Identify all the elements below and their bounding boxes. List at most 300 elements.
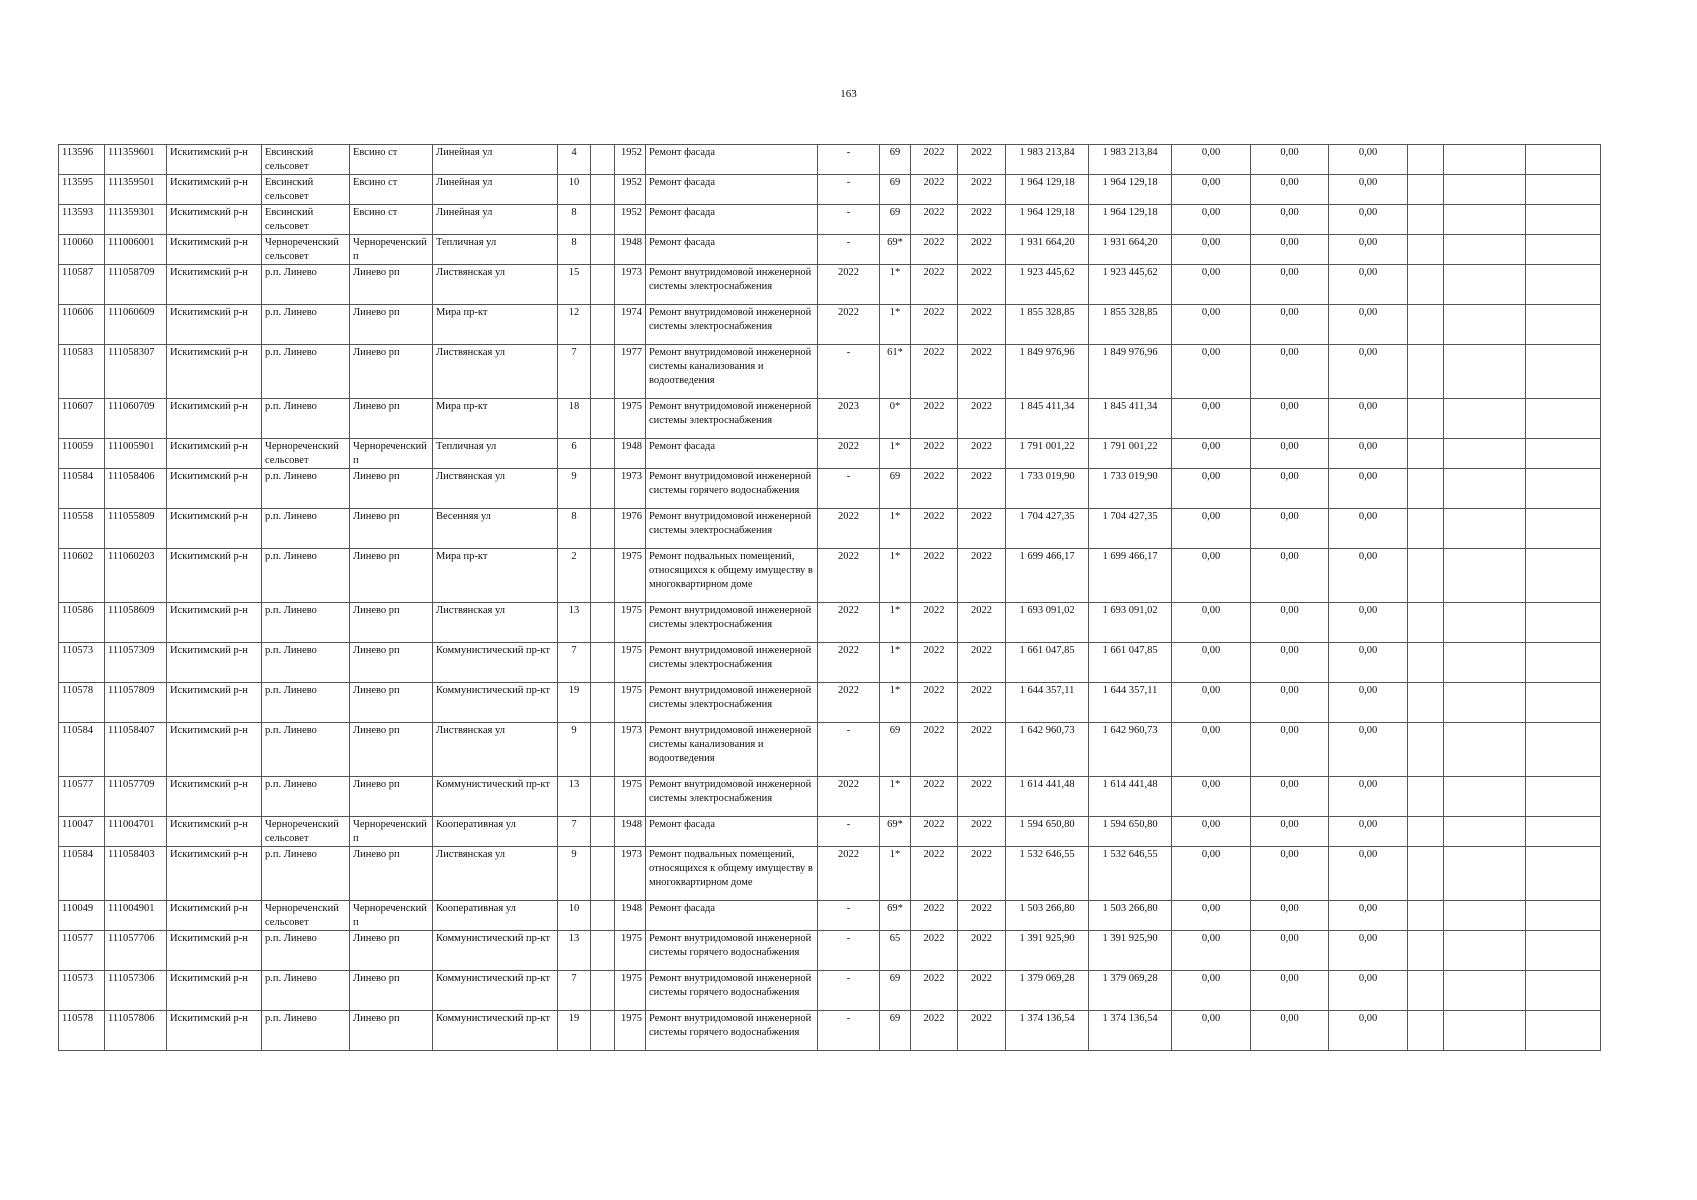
table-cell-col17: 0,00: [1172, 683, 1251, 723]
table-cell-col1: 113596: [59, 145, 105, 175]
table-cell-col11: 2022: [818, 777, 880, 817]
table-cell-col13: 2022: [911, 683, 958, 723]
table-cell-col18: 0,00: [1251, 643, 1329, 683]
table-cell-col5: Линево рп: [350, 723, 433, 777]
table-cell-col13: 2022: [911, 205, 958, 235]
table-row: [59, 777, 1601, 817]
table-row: [59, 305, 1601, 345]
table-cell-col19: 0,00: [1329, 901, 1408, 931]
table-cell-col17: 0,00: [1172, 469, 1251, 509]
table-cell-col12: 1*: [880, 509, 911, 549]
table-cell-col15: 1 733 019,90: [1006, 469, 1089, 509]
table-cell-col6: Линейная ул: [433, 205, 558, 235]
table-cell-col22: [1526, 817, 1601, 847]
table-cell-col6: Тепличная ул: [433, 439, 558, 469]
table-cell-col19: 0,00: [1329, 847, 1408, 901]
table-cell-col21: [1444, 603, 1526, 643]
table-cell-col17: 0,00: [1172, 1011, 1251, 1051]
table-row: [59, 603, 1601, 643]
table-cell-col16: 1 855 328,85: [1089, 305, 1172, 345]
table-cell-col14: 2022: [958, 683, 1006, 723]
table-cell-col11: 2022: [818, 265, 880, 305]
table-cell-col1: 110573: [59, 643, 105, 683]
table-cell-col4: Евсинский сельсовет: [262, 175, 350, 205]
table-cell-col5: Линево рп: [350, 509, 433, 549]
table-cell-col10: Ремонт внутридомовой инженерной системы электроснабжения: [646, 509, 818, 549]
table-cell-col17: 0,00: [1172, 439, 1251, 469]
table-cell-col16: 1 791 001,22: [1089, 439, 1172, 469]
table-cell-col2: 111058403: [105, 847, 167, 901]
table-cell-col7: 9: [558, 723, 591, 777]
table-cell-col10: Ремонт внутридомовой инженерной системы электроснабжения: [646, 643, 818, 683]
table-cell-col4: р.п. Линево: [262, 1011, 350, 1051]
table-cell-col4: р.п. Линево: [262, 345, 350, 399]
table-row: [59, 817, 1601, 847]
table-cell-col1: 113595: [59, 175, 105, 205]
table-cell-col5: Линево рп: [350, 345, 433, 399]
table-cell-col2: 111057309: [105, 643, 167, 683]
table-cell-col7: 13: [558, 931, 591, 971]
table-cell-col22: [1526, 643, 1601, 683]
table-cell-col18: 0,00: [1251, 549, 1329, 603]
table-cell-col13: 2022: [911, 971, 958, 1011]
table-cell-col20: [1408, 205, 1444, 235]
table-cell-col6: Коммунистический пр-кт: [433, 683, 558, 723]
table-cell-col12: 69: [880, 205, 911, 235]
table-cell-col7: 7: [558, 643, 591, 683]
table-cell-col6: Листвянская ул: [433, 603, 558, 643]
table-cell-col10: Ремонт внутридомовой инженерной системы электроснабжения: [646, 603, 818, 643]
table-cell-col12: 1*: [880, 603, 911, 643]
table-cell-col19: 0,00: [1329, 683, 1408, 723]
table-cell-col4: р.п. Линево: [262, 399, 350, 439]
table-cell-col7: 15: [558, 265, 591, 305]
table-cell-col3: Искитимский р-н: [167, 603, 262, 643]
table-cell-col8: [591, 509, 615, 549]
table-cell-col14: 2022: [958, 817, 1006, 847]
table-cell-col11: -: [818, 469, 880, 509]
table-cell-col2: 111060609: [105, 305, 167, 345]
table-cell-col8: [591, 931, 615, 971]
table-cell-col13: 2022: [911, 145, 958, 175]
table-cell-col15: 1 931 664,20: [1006, 235, 1089, 265]
table-cell-col3: Искитимский р-н: [167, 847, 262, 901]
table-cell-col8: [591, 265, 615, 305]
table-cell-col7: 8: [558, 205, 591, 235]
table-cell-col22: [1526, 175, 1601, 205]
table-cell-col21: [1444, 439, 1526, 469]
table-cell-col9: 1974: [615, 305, 646, 345]
table-cell-col19: 0,00: [1329, 1011, 1408, 1051]
table-cell-col7: 13: [558, 777, 591, 817]
table-cell-col16: 1 693 091,02: [1089, 603, 1172, 643]
table-row: [59, 145, 1601, 175]
table-cell-col6: Весенняя ул: [433, 509, 558, 549]
table-cell-col3: Искитимский р-н: [167, 265, 262, 305]
table-cell-col16: 1 733 019,90: [1089, 469, 1172, 509]
table-cell-col7: 8: [558, 509, 591, 549]
table-cell-col16: 1 983 213,84: [1089, 145, 1172, 175]
table-cell-col9: 1948: [615, 439, 646, 469]
table-cell-col16: 1 379 069,28: [1089, 971, 1172, 1011]
table-cell-col7: 10: [558, 175, 591, 205]
table-cell-col2: 111004701: [105, 817, 167, 847]
table-cell-col16: 1 923 445,62: [1089, 265, 1172, 305]
table-cell-col19: 0,00: [1329, 265, 1408, 305]
table-cell-col8: [591, 345, 615, 399]
table-cell-col21: [1444, 235, 1526, 265]
table-cell-col15: 1 614 441,48: [1006, 777, 1089, 817]
table-cell-col5: Евсино ст: [350, 205, 433, 235]
table-cell-col18: 0,00: [1251, 847, 1329, 901]
table-cell-col7: 7: [558, 345, 591, 399]
table-cell-col18: 0,00: [1251, 509, 1329, 549]
table-cell-col21: [1444, 305, 1526, 345]
table-cell-col3: Искитимский р-н: [167, 901, 262, 931]
table-cell-col6: Мира пр-кт: [433, 399, 558, 439]
table-cell-col21: [1444, 817, 1526, 847]
table-cell-col4: р.п. Линево: [262, 777, 350, 817]
table-cell-col2: 111057706: [105, 931, 167, 971]
table-cell-col6: Мира пр-кт: [433, 549, 558, 603]
table-cell-col21: [1444, 549, 1526, 603]
table-cell-col7: 10: [558, 901, 591, 931]
table-cell-col7: 13: [558, 603, 591, 643]
table-cell-col13: 2022: [911, 777, 958, 817]
table-cell-col4: Чернореченский сельсовет: [262, 817, 350, 847]
table-cell-col16: 1 503 266,80: [1089, 901, 1172, 931]
table-cell-col15: 1 983 213,84: [1006, 145, 1089, 175]
table-cell-col9: 1973: [615, 469, 646, 509]
table-cell-col7: 2: [558, 549, 591, 603]
table-row: [59, 399, 1601, 439]
table-cell-col12: 69: [880, 723, 911, 777]
table-cell-col10: Ремонт внутридомовой инженерной системы горячего водоснабжения: [646, 971, 818, 1011]
table-cell-col10: Ремонт фасада: [646, 205, 818, 235]
table-row: [59, 971, 1601, 1011]
table-cell-col10: Ремонт внутридомовой инженерной системы электроснабжения: [646, 683, 818, 723]
table-cell-col13: 2022: [911, 399, 958, 439]
table-cell-col14: 2022: [958, 235, 1006, 265]
table-cell-col5: Линево рп: [350, 1011, 433, 1051]
table-cell-col17: 0,00: [1172, 549, 1251, 603]
table-cell-col8: [591, 971, 615, 1011]
table-cell-col17: 0,00: [1172, 603, 1251, 643]
table-cell-col12: 69: [880, 971, 911, 1011]
table-cell-col6: Листвянская ул: [433, 469, 558, 509]
table-cell-col13: 2022: [911, 345, 958, 399]
table-cell-col11: 2022: [818, 683, 880, 723]
table-cell-col13: 2022: [911, 265, 958, 305]
table-cell-col5: Линево рп: [350, 399, 433, 439]
table-cell-col20: [1408, 971, 1444, 1011]
table-cell-col5: Чернореченский п: [350, 901, 433, 931]
table-cell-col20: [1408, 345, 1444, 399]
table-cell-col17: 0,00: [1172, 205, 1251, 235]
table-cell-col1: 110607: [59, 399, 105, 439]
table-cell-col12: 1*: [880, 777, 911, 817]
table-cell-col8: [591, 643, 615, 683]
table-cell-col18: 0,00: [1251, 439, 1329, 469]
table-cell-col9: 1975: [615, 549, 646, 603]
table-cell-col19: 0,00: [1329, 399, 1408, 439]
table-cell-col20: [1408, 1011, 1444, 1051]
table-cell-col18: 0,00: [1251, 777, 1329, 817]
table-cell-col10: Ремонт внутридомовой инженерной системы канализования и водоотведения: [646, 345, 818, 399]
table-cell-col4: р.п. Линево: [262, 549, 350, 603]
table-cell-col9: 1977: [615, 345, 646, 399]
table-cell-col2: 111359501: [105, 175, 167, 205]
table-cell-col3: Искитимский р-н: [167, 931, 262, 971]
table-cell-col11: -: [818, 931, 880, 971]
table-cell-col3: Искитимский р-н: [167, 235, 262, 265]
table-cell-col17: 0,00: [1172, 509, 1251, 549]
table-cell-col3: Искитимский р-н: [167, 145, 262, 175]
table-cell-col20: [1408, 901, 1444, 931]
table-cell-col7: 9: [558, 847, 591, 901]
table-cell-col9: 1952: [615, 145, 646, 175]
table-cell-col2: 111005901: [105, 439, 167, 469]
table-cell-col9: 1948: [615, 901, 646, 931]
table-cell-col12: 69*: [880, 817, 911, 847]
table-cell-col11: -: [818, 145, 880, 175]
table-cell-col9: 1948: [615, 235, 646, 265]
table-cell-col11: 2022: [818, 643, 880, 683]
table-row: [59, 175, 1601, 205]
table-cell-col2: 111055809: [105, 509, 167, 549]
table-cell-col8: [591, 469, 615, 509]
table-cell-col15: 1 693 091,02: [1006, 603, 1089, 643]
table-cell-col22: [1526, 971, 1601, 1011]
table-cell-col17: 0,00: [1172, 817, 1251, 847]
table-cell-col21: [1444, 345, 1526, 399]
table-cell-col19: 0,00: [1329, 469, 1408, 509]
table-cell-col4: р.п. Линево: [262, 509, 350, 549]
table-cell-col10: Ремонт фасада: [646, 439, 818, 469]
table-cell-col16: 1 642 960,73: [1089, 723, 1172, 777]
table-cell-col8: [591, 235, 615, 265]
table-cell-col10: Ремонт фасада: [646, 901, 818, 931]
table-cell-col8: [591, 603, 615, 643]
table-cell-col14: 2022: [958, 777, 1006, 817]
table-cell-col11: -: [818, 971, 880, 1011]
table-cell-col21: [1444, 723, 1526, 777]
table-cell-col2: 111057709: [105, 777, 167, 817]
table-cell-col12: 61*: [880, 345, 911, 399]
table-cell-col4: р.п. Линево: [262, 643, 350, 683]
table-cell-col22: [1526, 777, 1601, 817]
table-cell-col5: Чернореченский п: [350, 235, 433, 265]
table-cell-col18: 0,00: [1251, 469, 1329, 509]
table-cell-col15: 1 644 357,11: [1006, 683, 1089, 723]
table-cell-col8: [591, 683, 615, 723]
table-cell-col10: Ремонт фасада: [646, 175, 818, 205]
table-cell-col8: [591, 901, 615, 931]
table-cell-col7: 6: [558, 439, 591, 469]
table-cell-col11: -: [818, 235, 880, 265]
table-cell-col11: -: [818, 1011, 880, 1051]
table-cell-col13: 2022: [911, 469, 958, 509]
table-cell-col15: 1 964 129,18: [1006, 205, 1089, 235]
table-cell-col7: 7: [558, 971, 591, 1011]
table-cell-col13: 2022: [911, 305, 958, 345]
table-cell-col1: 110578: [59, 683, 105, 723]
table-cell-col12: 0*: [880, 399, 911, 439]
table-cell-col11: 2022: [818, 439, 880, 469]
table-row: [59, 549, 1601, 603]
table-cell-col19: 0,00: [1329, 175, 1408, 205]
table-cell-col19: 0,00: [1329, 777, 1408, 817]
table-cell-col14: 2022: [958, 603, 1006, 643]
table-cell-col19: 0,00: [1329, 643, 1408, 683]
table-cell-col1: 110060: [59, 235, 105, 265]
table-cell-col11: 2022: [818, 549, 880, 603]
table-cell-col20: [1408, 265, 1444, 305]
table-cell-col21: [1444, 399, 1526, 439]
table-cell-col7: 8: [558, 235, 591, 265]
table-cell-col22: [1526, 603, 1601, 643]
table-cell-col13: 2022: [911, 901, 958, 931]
table-cell-col20: [1408, 549, 1444, 603]
table-cell-col17: 0,00: [1172, 971, 1251, 1011]
table-cell-col6: Коммунистический пр-кт: [433, 1011, 558, 1051]
table-cell-col3: Искитимский р-н: [167, 723, 262, 777]
table-cell-col13: 2022: [911, 175, 958, 205]
table-cell-col6: Мира пр-кт: [433, 305, 558, 345]
table-cell-col5: Линево рп: [350, 683, 433, 723]
table-cell-col14: 2022: [958, 399, 1006, 439]
table-cell-col10: Ремонт фасада: [646, 145, 818, 175]
table-cell-col8: [591, 399, 615, 439]
table-cell-col15: 1 532 646,55: [1006, 847, 1089, 901]
table-cell-col13: 2022: [911, 439, 958, 469]
table-row: [59, 205, 1601, 235]
table-cell-col22: [1526, 469, 1601, 509]
table-cell-col16: 1 964 129,18: [1089, 205, 1172, 235]
table-cell-col19: 0,00: [1329, 145, 1408, 175]
table-cell-col20: [1408, 469, 1444, 509]
table-cell-col8: [591, 777, 615, 817]
table-cell-col6: Листвянская ул: [433, 265, 558, 305]
table-cell-col19: 0,00: [1329, 305, 1408, 345]
table-cell-col4: р.п. Линево: [262, 971, 350, 1011]
table-cell-col5: Линево рп: [350, 847, 433, 901]
table-cell-col18: 0,00: [1251, 235, 1329, 265]
table-cell-col22: [1526, 399, 1601, 439]
table-cell-col21: [1444, 901, 1526, 931]
table-cell-col22: [1526, 723, 1601, 777]
table-cell-col1: 110584: [59, 469, 105, 509]
table-cell-col18: 0,00: [1251, 901, 1329, 931]
table-cell-col20: [1408, 643, 1444, 683]
table-cell-col21: [1444, 205, 1526, 235]
table-cell-col16: 1 849 976,96: [1089, 345, 1172, 399]
table-cell-col4: р.п. Линево: [262, 723, 350, 777]
table-cell-col14: 2022: [958, 847, 1006, 901]
table-cell-col17: 0,00: [1172, 723, 1251, 777]
table-cell-col5: Линево рп: [350, 931, 433, 971]
table-cell-col5: Линево рп: [350, 265, 433, 305]
table-cell-col16: 1 644 357,11: [1089, 683, 1172, 723]
table-cell-col9: 1975: [615, 683, 646, 723]
table-cell-col18: 0,00: [1251, 399, 1329, 439]
table-cell-col7: 4: [558, 145, 591, 175]
table-cell-col19: 0,00: [1329, 817, 1408, 847]
table-cell-col21: [1444, 175, 1526, 205]
table-cell-col9: 1973: [615, 847, 646, 901]
table-cell-col5: Линево рп: [350, 469, 433, 509]
table-cell-col16: 1 845 411,34: [1089, 399, 1172, 439]
table-cell-col1: 110047: [59, 817, 105, 847]
table-cell-col13: 2022: [911, 723, 958, 777]
table-cell-col20: [1408, 399, 1444, 439]
table-cell-col14: 2022: [958, 345, 1006, 399]
table-cell-col22: [1526, 265, 1601, 305]
table-cell-col22: [1526, 345, 1601, 399]
table-cell-col15: 1 699 466,17: [1006, 549, 1089, 603]
table-cell-col3: Искитимский р-н: [167, 175, 262, 205]
table-cell-col21: [1444, 777, 1526, 817]
table-cell-col15: 1 661 047,85: [1006, 643, 1089, 683]
table-cell-col16: 1 391 925,90: [1089, 931, 1172, 971]
table-cell-col20: [1408, 817, 1444, 847]
table-cell-col6: Линейная ул: [433, 145, 558, 175]
table-cell-col15: 1 642 960,73: [1006, 723, 1089, 777]
table-cell-col5: Линево рп: [350, 643, 433, 683]
table-cell-col10: Ремонт внутридомовой инженерной системы электроснабжения: [646, 777, 818, 817]
table-cell-col4: Евсинский сельсовет: [262, 145, 350, 175]
table-cell-col1: 113593: [59, 205, 105, 235]
table-cell-col6: Линейная ул: [433, 175, 558, 205]
table-cell-col12: 69: [880, 1011, 911, 1051]
table-cell-col11: -: [818, 901, 880, 931]
table-cell-col3: Искитимский р-н: [167, 971, 262, 1011]
table-cell-col7: 19: [558, 683, 591, 723]
table-cell-col12: 69: [880, 469, 911, 509]
table-cell-col19: 0,00: [1329, 971, 1408, 1011]
table-cell-col18: 0,00: [1251, 931, 1329, 971]
table-cell-col1: 110584: [59, 847, 105, 901]
table-cell-col9: 1975: [615, 399, 646, 439]
table-cell-col2: 111359601: [105, 145, 167, 175]
table-cell-col8: [591, 817, 615, 847]
table-cell-col21: [1444, 971, 1526, 1011]
table-cell-col12: 69: [880, 175, 911, 205]
table-row: [59, 931, 1601, 971]
table-cell-col14: 2022: [958, 971, 1006, 1011]
table-cell-col17: 0,00: [1172, 305, 1251, 345]
table-cell-col20: [1408, 603, 1444, 643]
table-cell-col11: 2022: [818, 509, 880, 549]
table-row: [59, 265, 1601, 305]
table-cell-col16: 1 931 664,20: [1089, 235, 1172, 265]
table-cell-col1: 110059: [59, 439, 105, 469]
table-cell-col9: 1975: [615, 603, 646, 643]
table-cell-col9: 1973: [615, 265, 646, 305]
table-cell-col13: 2022: [911, 549, 958, 603]
table-cell-col9: 1975: [615, 1011, 646, 1051]
table-cell-col21: [1444, 931, 1526, 971]
table-cell-col4: р.п. Линево: [262, 305, 350, 345]
table-cell-col9: 1975: [615, 643, 646, 683]
table-cell-col1: 110587: [59, 265, 105, 305]
table-cell-col5: Евсино ст: [350, 145, 433, 175]
table-cell-col6: Коммунистический пр-кт: [433, 643, 558, 683]
table-cell-col13: 2022: [911, 509, 958, 549]
table-cell-col2: 111057806: [105, 1011, 167, 1051]
table-cell-col5: Линево рп: [350, 971, 433, 1011]
table-cell-col1: 110606: [59, 305, 105, 345]
